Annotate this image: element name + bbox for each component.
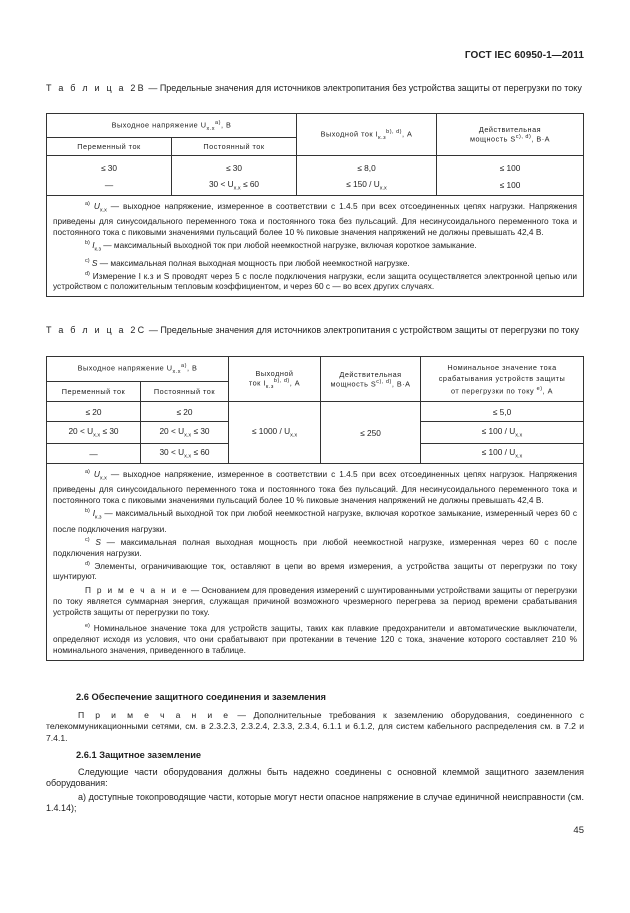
table-cell: $30 < U_{х.х} \le 60$	[141, 444, 229, 464]
table-cell: ≤ $100 / U_{х.х}$	[421, 444, 584, 464]
section-2-6-heading: 2.6 Обеспечение защитного соединения и заземления	[76, 692, 326, 702]
footnote-c: $^{c)}$ S — максимальная полная выходная мощность при любой неемкостной нагрузке.	[85, 257, 410, 268]
table-2b-caption	[46, 83, 584, 94]
footnote-d: $^{d)}$ Элементы, ограничивающие ток, оставляют в цепи во время измерения, а устройства защиты от перегрузки по току шунтируют.	[53, 560, 577, 582]
table-2b-voltage-header: Выходное напряжение $U_{х.х}^{a)}$, В	[47, 114, 297, 138]
table-cell: ≤ 20	[141, 402, 229, 422]
table-row: $20 < U_{х.х} \le 30$	[47, 422, 141, 444]
table-cell: $30 < U_{х.х} \le 60$	[172, 176, 297, 196]
table-2c-voltage-header: Выходное напряжение $U_{х.х}^{a)}$, В	[47, 357, 229, 382]
table-cell: ≤ $150 / U_{х.х}$	[297, 176, 437, 196]
table-2c-rated-header: Номинальное значение тока срабатывания устройств защиты от перегрузки по току $^{e)}$, А	[421, 357, 584, 402]
section-2-6-1-item-a: а) доступные токопроводящие части, которые могут нести опасное напряжение в случае единичной неисправности (см. 1.4.14);	[46, 791, 584, 813]
table-2b-footnotes	[47, 196, 584, 297]
table-2b-caption-label: Т а б л и ц а 2В	[46, 83, 146, 93]
table-2c-caption	[46, 325, 584, 336]
table-cell: ≤ 5,0	[421, 402, 584, 422]
table-cell: ≤ 8,0	[297, 156, 437, 176]
document-header: ГОСТ IEC 60950-1—2011	[464, 50, 584, 61]
footnote-c: $^{c)}$ S — максимальная полная выходная мощность при любой неемкостной нагрузке, измеренная через 60 с после подключения нагрузки.	[53, 536, 577, 558]
table-cell: —	[47, 176, 172, 196]
table-cell: ≤ 100	[437, 156, 584, 176]
table-2c-note: П р и м е ч а н и е — Основанием для проведения измерений с шунтированными устройствами защиты от перегрузки по току является суммарная энергия, служащая причиной возможного чрезмерного перегрева за период времени срабатывания устройств защиты от перегрузки по току.	[53, 585, 577, 618]
footnote-d: $^{d)}$ Измерение I к.з и S проводят через 5 с после подключения нагрузки, если защита осуществляется электронной цепью или устройством с положительным тепловым коэффициентом, и через 60 с — во всех других случаях.	[53, 270, 577, 292]
table-2c-caption-label: Т а б л и ц а 2С	[46, 325, 147, 335]
footnote-a: $^{a)}$ $U_{х.х}$ — выходное напряжение, измеренное в соответствии с 1.4.5 при всех отсоединенных цепях нагрузок. Напряжения приведены для синусоидального переменного тока и постоянного тока без пульсаций. Для несинусоидального переменного тока и постоянного тока с пиковыми значениями пульсаций более 10 % пиковые значения напряжений не должны превышать 42,4 В.	[53, 468, 578, 506]
section-2-6	[46, 692, 584, 815]
table-2c-footnotes	[47, 464, 584, 661]
table-2b-ac-header: Переменный ток	[47, 138, 172, 156]
table-cell: ≤ $100 / U_{х.х}$	[421, 422, 584, 444]
table-2b-power-header: Действительная мощность $S^{c), d)}$, В·А	[437, 114, 584, 156]
table-2c-ac-header: Переменный ток	[47, 382, 141, 402]
table-cell: ≤ 100	[437, 176, 584, 196]
table-cell: $20 < U_{х.х} \le 30$	[141, 422, 229, 444]
table-2b-dc-header: Постоянный ток	[172, 138, 297, 156]
table-2b-current-header: Выходной ток $I_{к.з}^{b), d)}$, А	[297, 114, 437, 156]
page-number: 45	[573, 825, 584, 836]
footnote-e: $^{e)}$ Номинальное значение тока для устройств защиты, таких как плавкие предохранители и автоматические выключатели, определяют исходя из условия, что они срабатывают при протекании в течение 120 с тока, значение которого составляет 210 % номинального значения, приведенного в таблице.	[53, 623, 577, 656]
section-2-6-1-heading: 2.6.1 Защитное заземление	[76, 750, 202, 760]
table-2c-current-header: Выходной ток $I_{к.з}^{b), d)}$, А	[229, 357, 321, 402]
table-row: ≤ 30	[47, 156, 172, 176]
footnote-b: $^{b)}$ $I_{к.з}$ — максимальный выходной ток при любой неемкостной нагрузке, включая короткое замыкание, измеренный через 60 с после подключения нагрузки.	[53, 508, 577, 534]
table-row: —	[47, 444, 141, 464]
table-2c-merged-current: ≤ $1000 / U_{х.х}$	[229, 402, 321, 464]
table-2b-caption-text: — Предельные значения для источников электропитания без устройства защиты от перегрузки по току	[145, 83, 582, 93]
footnote-a: $^{a)}$ $U_{х.х}$ — выходное напряжение, измеренное в соответствии с 1.4.5 при всех отсоединенных цепях нагрузки. Напряжения приведены для синусоидального переменного тока и постоянного тока без пульсаций. Для несинусоидального переменного тока и постоянного тока с пиковыми значениями пульсаций более 10 % пиковые значения напряжений не должны превышать 42,4 В.	[53, 200, 577, 238]
footnote-b: $^{b)}$ $I_{к.з}$ — максимальный выходной ток при любой неемкостной нагрузке, включая короткое замыкание.	[85, 240, 477, 253]
table-2c-caption-text: — Предельные значения для источников электропитания с устройством защиты от перегрузки по току	[146, 325, 580, 335]
table-2c-merged-power: ≤ 250	[321, 402, 421, 464]
table-2c-power-header: Действительная мощность $S^{c), d)}$, В·А	[321, 357, 421, 402]
section-2-6-1-paragraph: Следующие части оборудования должны быть надежно соединены с основной клеммой защитного заземления оборудования:	[46, 766, 584, 788]
section-2-6-note: П р и м е ч а н и е — Дополнительные требования к заземлению оборудования, соединенного с телекоммуникационными сетями, см. в 2.3.2.3, 2.3.2.4, 2.3.3, 2.3.4, 6.1.1 и 6.1.2, для систем кабельного распределения см. в 7.2 и 7.4.1.	[46, 709, 585, 743]
table-2c	[46, 356, 584, 661]
table-2b	[46, 113, 584, 297]
table-row: ≤ 20	[47, 402, 141, 422]
table-cell: ≤ 30	[172, 156, 297, 176]
table-2c-dc-header: Постоянный ток	[141, 382, 229, 402]
